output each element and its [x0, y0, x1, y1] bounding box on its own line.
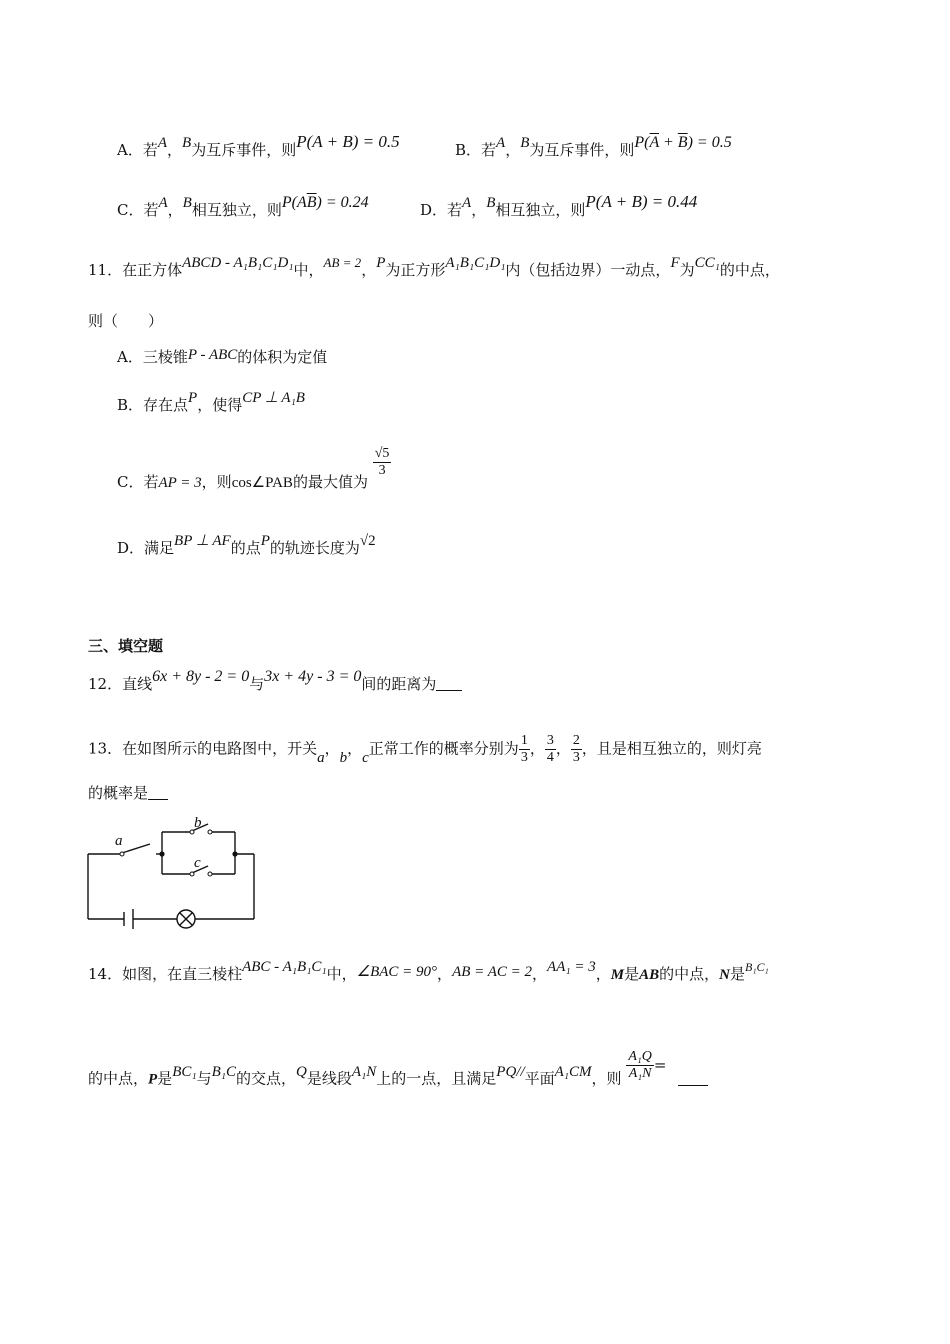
circuit-diagram — [82, 812, 262, 932]
q14-answer-blank[interactable] — [678, 1071, 708, 1086]
section-title: 三、填空题 — [88, 637, 164, 655]
q11-option-d: D．满足BP ⊥ AF的点P的轨迹长度为√2 — [117, 533, 376, 557]
q14-stem: 14．如图，在直三棱柱ABC - A₁B₁C₁中，∠BAC = 90°，AB = AC = 2，AA₁ = 3，M是AB的中点，N是$^{B_1C_1}$ — [88, 959, 769, 983]
q14-stem-2: 的中点，P是BC₁与B₁C的交点，Q是线段A₁N上的一点，且满足PQ//平面A₁CM，则 $\frac{\text{A₁Q}}{\text{A₁N}}$ = — [88, 1063, 708, 1103]
q10-option-c: C．若A，B相互独立，则$P(A\overline{B}) = 0.24$ — [117, 194, 369, 219]
q13-answer-blank[interactable] — [148, 785, 168, 800]
q11-option-b: B．存在点P，使得CP ⊥ A₁B — [117, 390, 305, 414]
switch-b-label: b — [194, 815, 202, 831]
switch-a-label: a — [115, 833, 123, 849]
q11-stem: 11．在正方体ABCD - A₁B₁C₁D₁中，AB = 2，P为正方形A₁B₁C₁D₁内（包括边界）一动点，F为CC₁的中点， — [88, 255, 780, 279]
q11-option-c: C．若AP = 3，则cos∠PAB的最大值为 $\frac{√5}{3}$ — [117, 446, 390, 491]
q10-option-d: D．若A，B相互独立，则P(A + B) = 0.44 — [420, 192, 698, 219]
q11-option-a: A．三棱锥P - ABC的体积为定值 — [117, 347, 328, 366]
q10-option-a: A．若A，B为互斥事件，则P(A + B) = 0.5 — [117, 132, 400, 159]
q11-then: 则（ ） — [88, 312, 164, 330]
switch-c-label: c — [194, 855, 201, 871]
q13-stem-2: 的概率是 — [88, 783, 168, 803]
q10-option-b: B．若A，B为互斥事件，则$P(\overline{A} + \overline{B}) = 0.5$ — [455, 134, 732, 159]
q12: 12．直线6x + 8y - 2 = 0与3x + 4y - 3 = 0间的距离为 — [88, 674, 462, 695]
q13-stem: 13．在如图所示的电路图中，开关a，b，c正常工作的概率分别为 $\frac{1}{3}$ ， $\frac{3}{4}$ ， $\frac{2}{3}$ ，且是相互独立的，则灯亮 — [88, 733, 762, 766]
q12-answer-blank[interactable] — [436, 676, 462, 691]
